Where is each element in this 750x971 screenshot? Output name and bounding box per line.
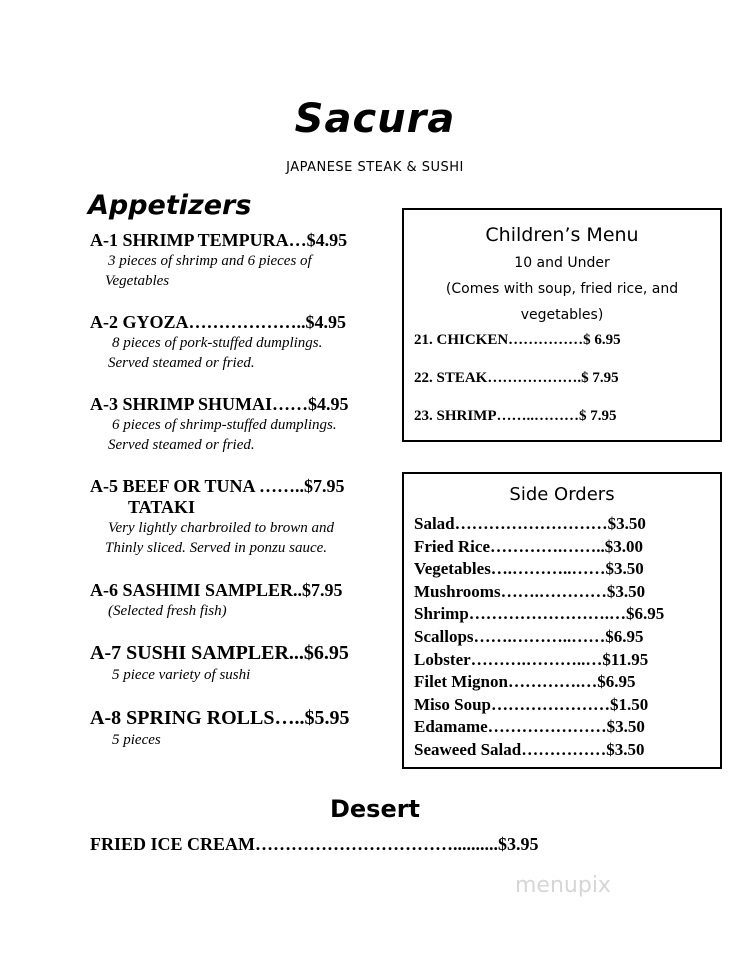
item-description: 8 pieces of pork-stuffed dumplings. [112, 335, 323, 351]
item-line: A-5 BEEF OR TUNA ……..$7.95 [90, 476, 345, 496]
side-order-item: Filet Mignon………….…$6.95 [414, 672, 636, 692]
childrens-item: 23. SHRIMP……..………$ 7.95 [414, 408, 617, 424]
item-description: Thinly sliced. Served in ponzu sauce. [105, 540, 328, 556]
side-order-item: Mushrooms…….…………$3.50 [414, 581, 646, 601]
restaurant-title: Sacura [294, 96, 456, 142]
side-order-item: Shrimp…………………….…$6.95 [414, 604, 665, 624]
item-line-continued: TATAKI [128, 497, 196, 517]
side-orders-list [404, 513, 720, 762]
item-line: A-7 SUSHI SAMPLER...$6.95 [90, 642, 349, 664]
side-order-item: Edamame…………………$3.50 [414, 717, 645, 737]
menu-item-a1 [90, 230, 390, 291]
item-description: Vegetables [105, 273, 170, 289]
item-description: Served steamed or fried. [108, 355, 255, 371]
restaurant-subtitle: JAPANESE STEAK & SUSHI [286, 160, 464, 175]
menu-item-a2 [90, 312, 390, 373]
item-description: (Selected fresh fish) [108, 603, 227, 619]
appetizers-heading: Appetizers [88, 190, 252, 221]
item-line: A-3 SHRIMP SHUMAI……$4.95 [90, 394, 349, 414]
menu-item-a7 [90, 642, 390, 685]
menu-item-a3 [90, 394, 390, 455]
menu-item-a5 [90, 476, 390, 558]
menu-item-a6 [90, 580, 390, 621]
childrens-item: 22. STEAK……………….$ 7.95 [414, 370, 619, 386]
item-description: 5 pieces [112, 732, 161, 748]
childrens-menu-title: Children’s Menu [485, 224, 639, 246]
side-order-item: Vegetables….………..……$3.50 [414, 559, 644, 579]
item-description: 6 pieces of shrimp-stuffed dumplings. [112, 417, 337, 433]
item-line: A-1 SHRIMP TEMPURA…$4.95 [90, 230, 348, 250]
desert-item: FRIED ICE CREAM……………………………..........$3.95 [90, 834, 539, 854]
side-order-item: Salad………………………$3.50 [414, 514, 646, 533]
menu-item-a8 [90, 707, 390, 750]
childrens-menu-note: vegetables) [520, 307, 604, 323]
childrens-item: 21. CHICKEN……………$ 6.95 [414, 332, 621, 348]
side-orders-title: Side Orders [509, 484, 615, 505]
side-order-item: Lobster……….………..…$11.95 [414, 649, 649, 669]
item-description: Very lightly charbroiled to brown and [108, 520, 334, 536]
menupix-watermark: menupix [515, 873, 611, 898]
side-order-item: Scallops…….………..……$6.95 [414, 626, 644, 646]
side-order-item: Miso Soup…………………$1.50 [414, 694, 649, 714]
side-order-item: Fried Rice………….……..$3.00 [414, 536, 643, 556]
item-line: A-2 GYOZA………………..$4.95 [90, 312, 346, 332]
childrens-menu-box [402, 208, 722, 442]
item-line: A-6 SASHIMI SAMPLER..$7.95 [90, 580, 343, 600]
item-description: Served steamed or fried. [108, 437, 255, 453]
childrens-menu-note: (Comes with soup, fried rice, and [445, 281, 679, 297]
item-description: 5 piece variety of sushi [112, 667, 251, 683]
side-orders-box [402, 472, 722, 769]
item-line: A-8 SPRING ROLLS…..$5.95 [90, 707, 350, 729]
side-order-item: Seaweed Salad……………$3.50 [414, 739, 645, 759]
desert-heading: Desert [329, 795, 421, 823]
childrens-menu-age: 10 and Under [514, 255, 610, 271]
item-description: 3 pieces of shrimp and 6 pieces of [108, 253, 312, 269]
